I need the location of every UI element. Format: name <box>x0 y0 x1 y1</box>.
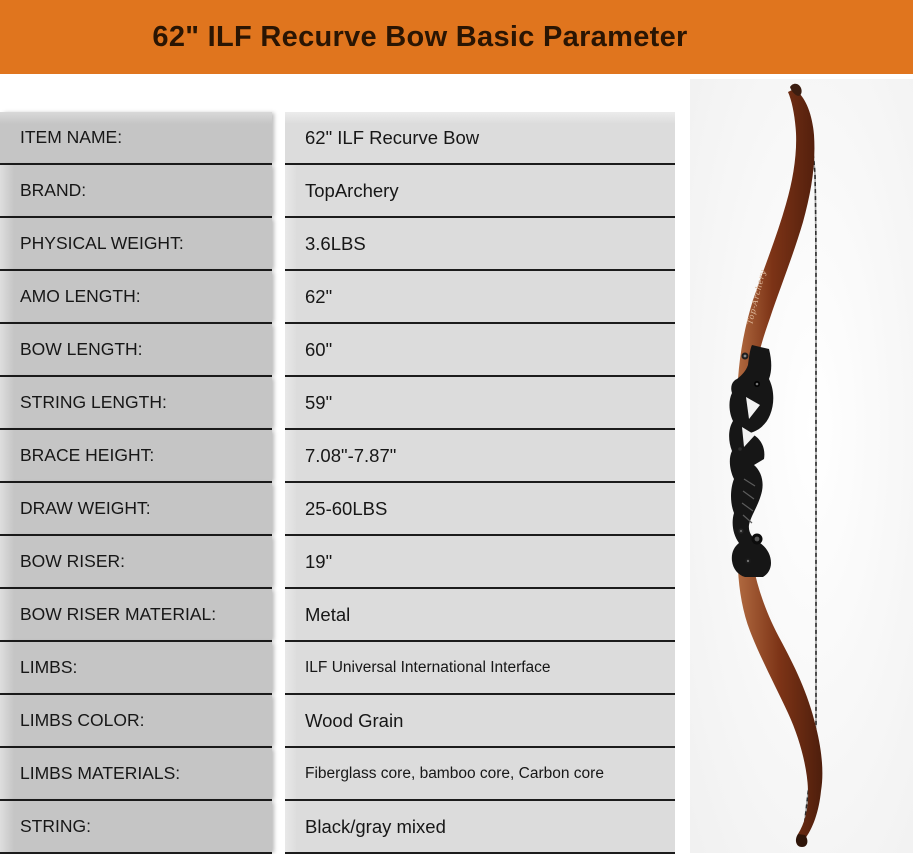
bow-product-image <box>690 79 913 853</box>
spec-value: 62" ILF Recurve Bow <box>285 112 675 165</box>
content-area <box>0 74 913 853</box>
spec-row <box>0 377 675 430</box>
title-banner <box>0 0 913 74</box>
spec-label: PHYSICAL WEIGHT: <box>0 218 272 271</box>
spec-label: BOW RISER MATERIAL: <box>0 589 272 642</box>
limb-inscription: Top-Archery <box>745 268 768 326</box>
spec-label: AMO LENGTH: <box>0 271 272 324</box>
spec-label: STRING: <box>0 801 272 854</box>
spec-row <box>0 483 675 536</box>
spec-row <box>0 642 675 695</box>
spec-label: BRACE HEIGHT: <box>0 430 272 483</box>
spec-row <box>0 218 675 271</box>
spec-label: BOW RISER: <box>0 536 272 589</box>
limb-bolt-center <box>744 355 747 358</box>
recurve-bow-illustration <box>690 79 913 853</box>
spec-row <box>0 271 675 324</box>
spec-label: DRAW WEIGHT: <box>0 483 272 536</box>
spec-label: ITEM NAME: <box>0 112 272 165</box>
spec-value: Wood Grain <box>285 695 675 748</box>
spec-value: Metal <box>285 589 675 642</box>
lower-tip <box>796 834 807 847</box>
spec-value: 19" <box>285 536 675 589</box>
spec-value: 62" <box>285 271 675 324</box>
spec-row <box>0 748 675 801</box>
spec-label: BOW LENGTH: <box>0 324 272 377</box>
spec-label: STRING LENGTH: <box>0 377 272 430</box>
spec-value: 59" <box>285 377 675 430</box>
spec-value: 25-60LBS <box>285 483 675 536</box>
spec-row <box>0 112 675 165</box>
page-title: 62" ILF Recurve Bow Basic Parameter <box>152 20 688 53</box>
spec-value: Black/gray mixed <box>285 801 675 854</box>
spec-row <box>0 536 675 589</box>
spec-value: 7.08"-7.87" <box>285 430 675 483</box>
spec-label: LIMBS COLOR: <box>0 695 272 748</box>
spec-row <box>0 695 675 748</box>
spec-value: ILF Universal International Interface <box>285 642 675 695</box>
spec-label: LIMBS MATERIALS: <box>0 748 272 801</box>
spec-value: Fiberglass core, bamboo core, Carbon core <box>285 748 675 801</box>
spec-row <box>0 324 675 377</box>
spec-row <box>0 165 675 218</box>
spec-value: 3.6LBS <box>285 218 675 271</box>
spec-value: 60" <box>285 324 675 377</box>
spec-row <box>0 801 675 854</box>
spec-label: BRAND: <box>0 165 272 218</box>
spec-table <box>0 112 675 854</box>
spec-label: LIMBS: <box>0 642 272 695</box>
spec-row <box>0 430 675 483</box>
spec-value: TopArchery <box>285 165 675 218</box>
spec-row <box>0 589 675 642</box>
